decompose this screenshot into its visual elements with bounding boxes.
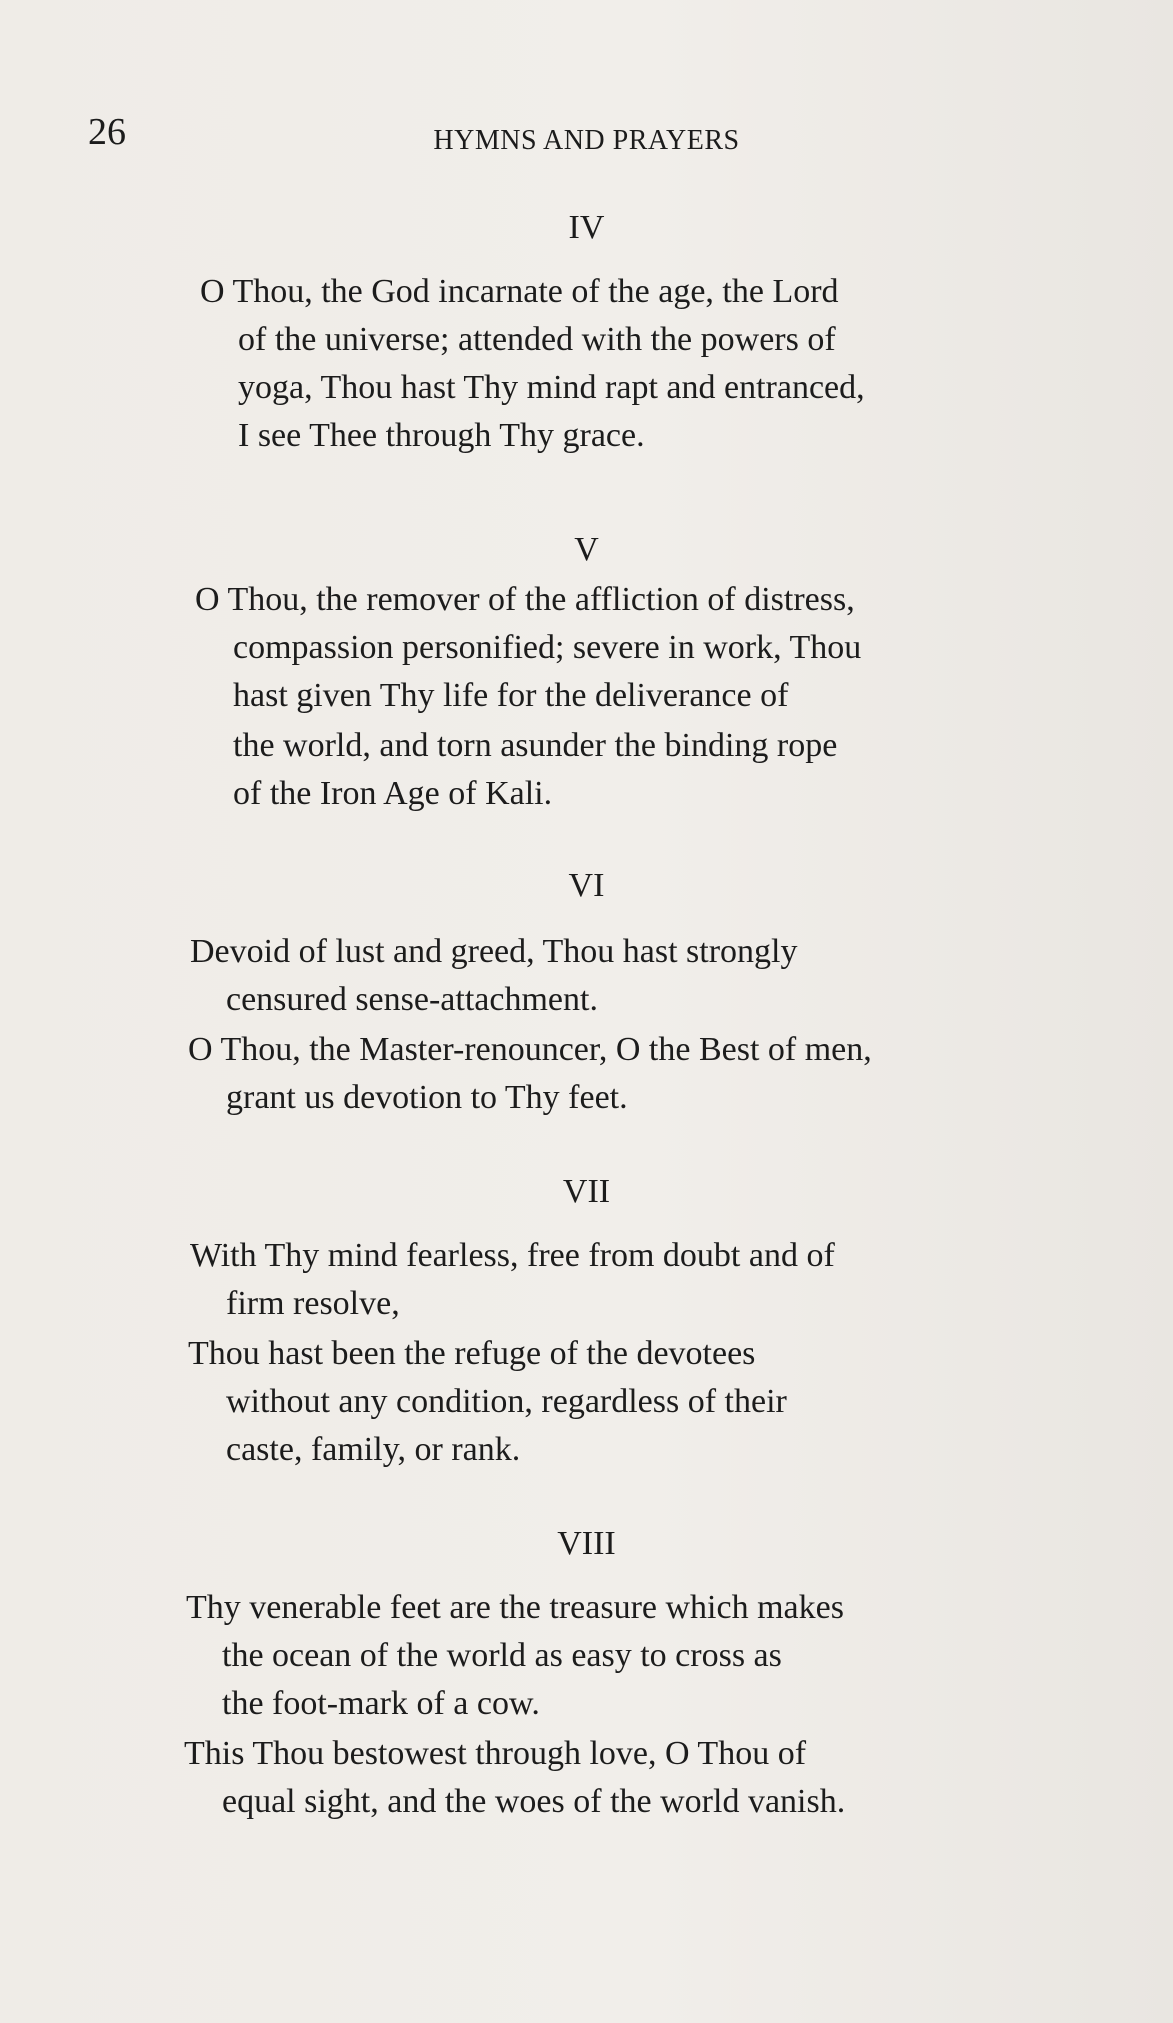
- running-head: HYMNS AND PRAYERS: [433, 125, 740, 156]
- stanza-line: O Thou, the Master-renouncer, O the Best of men,: [188, 1031, 872, 1068]
- stanza-line: censured sense-attachment.: [226, 981, 598, 1018]
- page-number: 26: [88, 111, 126, 153]
- stanza-line: the foot-mark of a cow.: [222, 1685, 540, 1722]
- stanza-line: With Thy mind fearless, free from doubt and of: [190, 1237, 835, 1274]
- stanza-line: of the Iron Age of Kali.: [233, 775, 553, 812]
- stanza-line: This Thou bestowest through love, O Thou of: [184, 1735, 807, 1772]
- stanza-numeral: V: [574, 531, 599, 568]
- stanza-line: equal sight, and the woes of the world vanish.: [222, 1783, 846, 1820]
- stanza-line: Devoid of lust and greed, Thou hast strongly: [190, 933, 798, 970]
- stanza-numeral: IV: [568, 209, 605, 246]
- stanza-line: I see Thee through Thy grace.: [238, 417, 645, 454]
- stanza-line: without any condition, regardless of their: [226, 1383, 787, 1420]
- stanza-numeral: VI: [568, 867, 605, 904]
- stanza-line: Thou hast been the refuge of the devotees: [188, 1335, 756, 1372]
- stanza-line: Thy venerable feet are the treasure which makes: [186, 1589, 844, 1626]
- stanza-line: the ocean of the world as easy to cross as: [222, 1637, 782, 1674]
- stanza-line: compassion personified; severe in work, Thou: [233, 629, 862, 666]
- stanza-numeral: VIII: [557, 1525, 616, 1562]
- stanza-line: caste, family, or rank.: [226, 1431, 521, 1468]
- stanza-line: yoga, Thou hast Thy mind rapt and entranced,: [238, 369, 865, 406]
- stanza-line: hast given Thy life for the deliverance of: [233, 677, 789, 714]
- stanza-numeral: VII: [562, 1173, 611, 1210]
- stanza-line: of the universe; attended with the powers of: [238, 321, 836, 358]
- stanza-line: the world, and torn asunder the binding rope: [233, 727, 838, 764]
- stanza-line: firm resolve,: [226, 1285, 400, 1322]
- stanza-line: O Thou, the God incarnate of the age, the Lord: [200, 273, 839, 310]
- stanza-line: grant us devotion to Thy feet.: [226, 1079, 628, 1116]
- stanza-line: O Thou, the remover of the affliction of distress,: [195, 581, 855, 618]
